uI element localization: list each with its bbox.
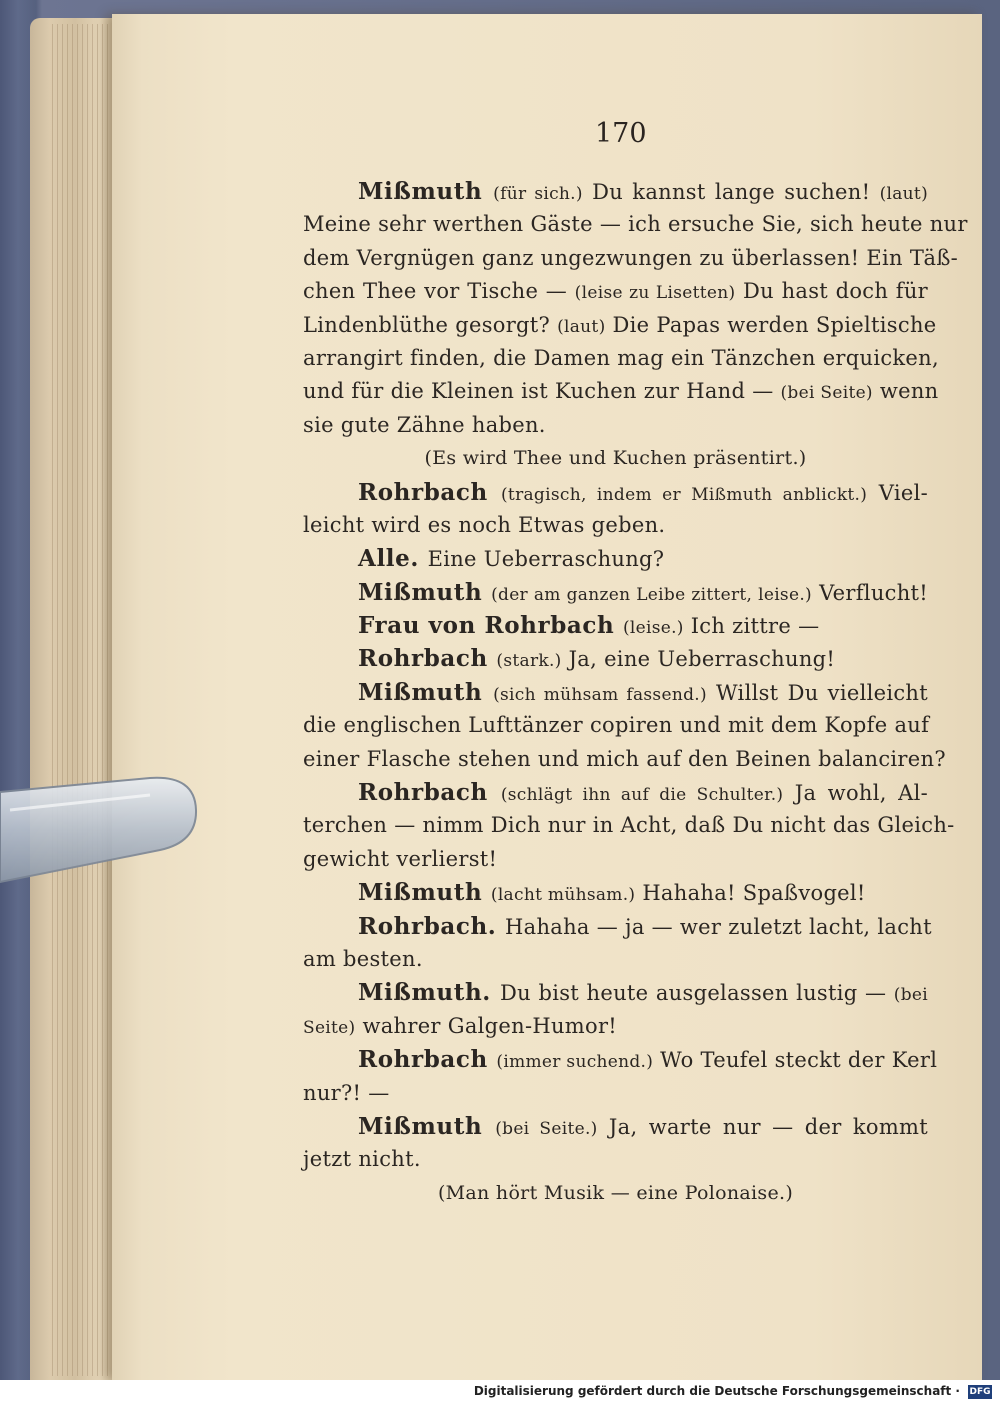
speaker-name: Mißmuth.: [358, 979, 501, 1007]
text-line: [303, 409, 928, 442]
line-text: arrangirt finden, die Damen mag ein Tänzchen erquicken,: [303, 345, 939, 370]
line-text: Willst Du vielleicht: [706, 680, 928, 705]
stage-direction: (bei: [893, 985, 928, 1006]
line-text: leicht wird es noch Etwas geben.: [303, 512, 666, 537]
speech-line: [303, 676, 928, 709]
text-line: [303, 509, 928, 542]
line-text: Wo Teufel steckt der Kerl: [653, 1048, 938, 1073]
stage-direction: (tragisch, indem er Mißmuth anblickt.): [501, 484, 868, 505]
line-text: und für die Kleinen ist Kuchen zur Hand —: [303, 379, 781, 404]
speaker-name: Rohrbach: [358, 645, 497, 673]
line-text: sie gute Zähne haben.: [303, 412, 546, 437]
footer-bar: [0, 1380, 1000, 1405]
stage-direction: (für sich.): [493, 184, 583, 204]
speaker-name: Alle.: [358, 545, 428, 573]
speech-line: [303, 542, 928, 575]
line-text: Ich zittre —: [683, 614, 820, 639]
text-line: [303, 309, 937, 342]
stage-direction: (schlägt ihn auf die Schulter.): [500, 785, 784, 806]
line-text: Du kannst lange suchen!: [582, 180, 880, 204]
line-text: dem Vergnügen ganz ungezwungen zu überlassen! Ein Täß-: [303, 245, 959, 270]
text-line: [303, 342, 939, 375]
stage-direction: (sich mühsam fassend.): [493, 684, 707, 705]
speaker-name: Rohrbach.: [358, 912, 506, 940]
line-text: Du bist heute ausgelassen lustig —: [500, 981, 894, 1006]
stage-direction: (laut): [557, 316, 606, 337]
line-text: Eine Ueberraschung?: [427, 547, 665, 572]
line-text: (Man hört Musik — eine Polonaise.): [437, 1181, 794, 1204]
line-text: gewicht verlierst!: [303, 846, 498, 871]
line-text: Meine sehr werthen Gäste — ich ersuche Sie, sich heute nur: [303, 212, 968, 237]
stage-direction: (der am ganzen Leibe zittert, leise.): [491, 584, 812, 605]
line-text: Verflucht!: [811, 580, 929, 605]
text-line: [303, 943, 928, 976]
speech-line: [303, 609, 928, 642]
text-line: [303, 242, 959, 275]
speaker-name: Mißmuth: [358, 578, 492, 606]
line-text: die englischen Lufttänzer copiren und mit dem Kopfe auf: [303, 713, 930, 738]
line-text: Ja, warte nur — der kommt: [597, 1114, 928, 1139]
stage-direction-line: [303, 442, 928, 475]
stage-direction: (lacht mühsam.): [490, 885, 636, 906]
stage-direction: (leise.): [622, 618, 684, 639]
text-line: [303, 709, 928, 742]
line-text: (Es wird Thee und Kuchen präsentirt.): [424, 447, 807, 470]
speech-line: [303, 1043, 938, 1076]
text-line: [303, 375, 939, 408]
speaker-name: Mißmuth: [358, 678, 494, 706]
stage-direction: (laut): [879, 184, 928, 204]
line-text: terchen — nimm Dich nur in Acht, daß Du nicht das Gleich-: [303, 813, 955, 838]
stage-direction: (leise zu Lisetten): [574, 283, 736, 304]
stage-direction: (stark.): [496, 651, 562, 672]
footer-credit: Digitalisierung gefördert durch die Deutsche Forschungsgemeinschaft ·: [473, 1384, 960, 1398]
speech-line: [303, 910, 932, 943]
speaker-name: Mißmuth: [358, 178, 494, 205]
line-text: Hahaha! Spaßvogel!: [635, 881, 866, 906]
text-line: [303, 1077, 928, 1110]
line-text: Ja, eine Ueberraschung!: [561, 647, 836, 672]
line-text: chen Thee vor Tische —: [303, 279, 575, 304]
speech-line: [303, 175, 928, 208]
line-text: Du hast doch für: [735, 279, 928, 304]
speech-line: [303, 776, 928, 809]
text-line: [303, 843, 928, 876]
line-text: Hahaha — ja — wer zuletzt lacht, lacht: [505, 914, 932, 939]
text-line: [303, 1010, 928, 1043]
line-text: Viel-: [867, 480, 928, 505]
stage-direction: (bei Seite): [780, 383, 873, 404]
line-text: nur?! —: [303, 1080, 390, 1105]
speech-line: [303, 476, 928, 509]
speaker-name: Mißmuth: [358, 1112, 496, 1140]
speech-line: [303, 876, 928, 909]
stage-direction: Seite): [303, 1017, 356, 1038]
line-text: Ja wohl, Al-: [783, 781, 928, 806]
stage-direction: (immer suchend.): [496, 1052, 654, 1073]
line-text: einer Flasche stehen und mich auf den Beinen balanciren?: [303, 746, 946, 771]
speaker-name: Rohrbach: [358, 478, 501, 506]
speech-line: [303, 976, 928, 1009]
speech-line: [303, 576, 928, 609]
text-line: [303, 208, 968, 241]
stage-direction-line: [303, 1177, 928, 1210]
page-clip: [0, 770, 200, 890]
line-text: wenn: [872, 379, 939, 404]
speaker-name: Rohrbach: [358, 1046, 497, 1074]
speaker-name: Rohrbach: [358, 779, 501, 807]
text-line: [303, 809, 955, 842]
line-text: am besten.: [303, 946, 423, 971]
speech-line: [303, 642, 928, 675]
line-text: Lindenblüthe gesorgt?: [303, 312, 558, 337]
page-text: [303, 175, 968, 1210]
speaker-name: Frau von Rohrbach: [358, 612, 623, 640]
page-number: 170: [595, 118, 647, 149]
line-text: wahrer Galgen-Humor!: [355, 1013, 618, 1038]
speaker-name: Mißmuth: [358, 879, 491, 907]
text-line: [303, 275, 928, 308]
line-text: Die Papas werden Spieltische: [605, 312, 937, 337]
text-line: [303, 1143, 928, 1176]
text-line: [303, 743, 946, 776]
dfg-logo: DFG: [969, 1387, 991, 1397]
line-text: jetzt nicht.: [303, 1147, 421, 1172]
speech-line: [303, 1110, 928, 1143]
stage-direction: (bei Seite.): [495, 1118, 598, 1139]
